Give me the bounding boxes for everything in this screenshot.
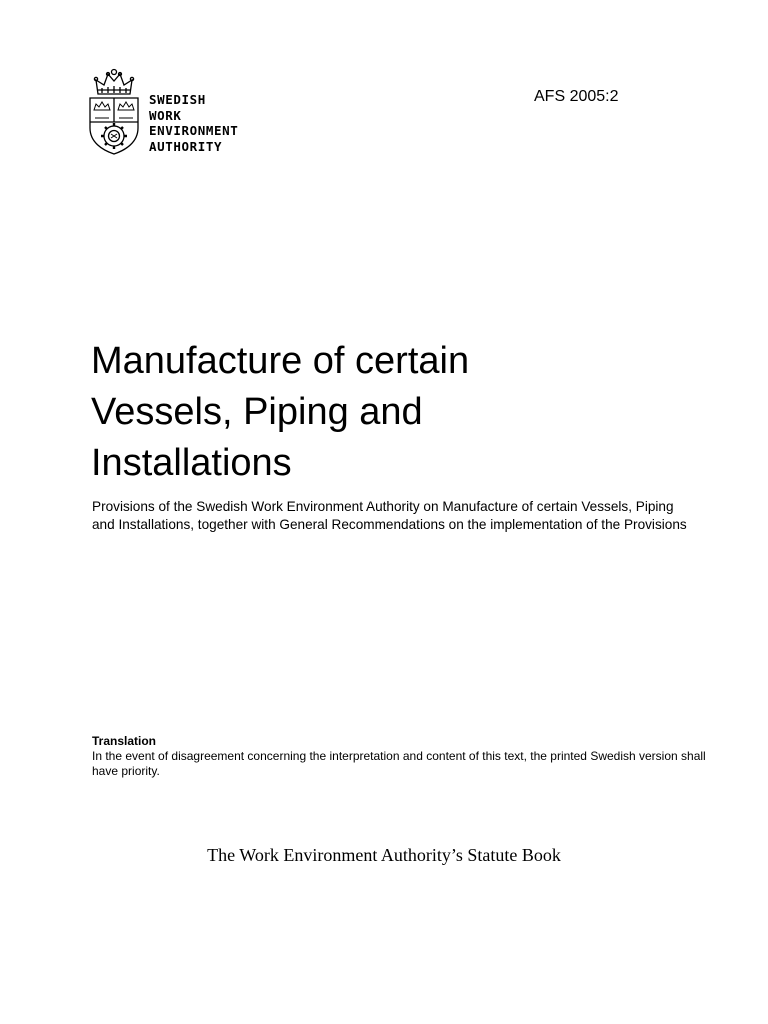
translation-notice (92, 734, 712, 779)
statute-book-footer: The Work Environment Authority’s Statute Book (207, 845, 561, 865)
document-title-line: Manufacture of certain (91, 340, 470, 382)
translation-body: In the event of disagreement concerning the interpretation and content of this text, the printed Swedish version shall have priority. (92, 749, 706, 778)
document-number: AFS 2005:2 (534, 88, 619, 105)
authority-logo (84, 66, 274, 158)
authority-name-line: SWEDISH (149, 92, 206, 107)
authority-name-line: AUTHORITY (149, 138, 223, 154)
document-subtitle: Provisions of the Swedish Work Environment Authority on Manufacture of certain Vessels, Piping and Installations, together with General Recommendations on the implementation of the Provisions (92, 499, 687, 532)
authority-name-line: ENVIRONMENT (149, 123, 239, 138)
document-title (91, 336, 651, 489)
translation-heading: Translation (92, 734, 157, 748)
document-title-line: Installations (91, 442, 292, 484)
crowned-coat-of-arms-icon (84, 66, 144, 158)
document-title-line: Vessels, Piping and (91, 391, 423, 433)
authority-name (149, 92, 238, 154)
authority-name-line: WORK (149, 107, 182, 123)
